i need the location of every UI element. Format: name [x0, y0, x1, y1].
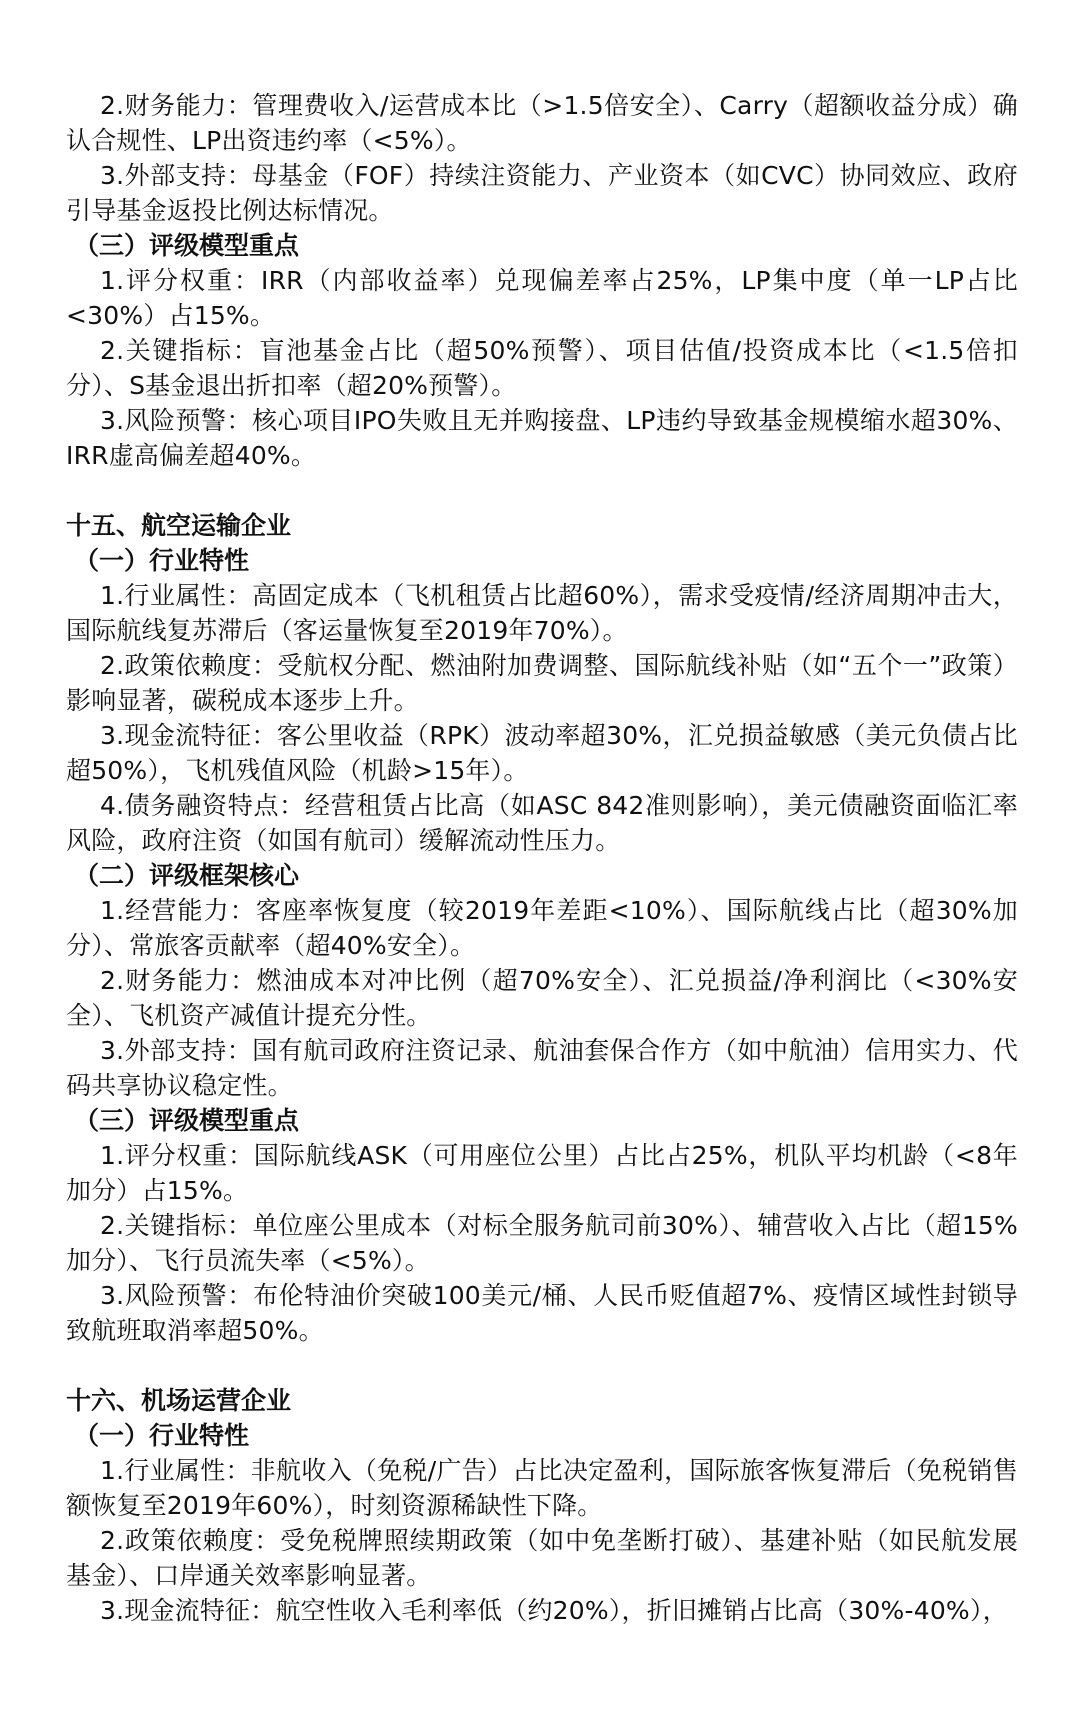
- paragraph: 3.风险预警：布伦特油价突破100美元/桶、人民币贬值超7%、疫情区域性封锁导致航班取消率超50%。: [66, 1281, 1018, 1345]
- section-title: 十五、航空运输企业: [66, 511, 292, 540]
- paragraph: 2.财务能力：燃油成本对冲比例（超70%安全）、汇兑损益/净利润比（<30%安全）、飞机资产减值计提充分性。: [66, 966, 1018, 1030]
- subsection-heading: （一）行业特性: [74, 546, 250, 575]
- paragraph: 2.政策依赖度：受航权分配、燃油附加费调整、国际航线补贴（如“五个一”政策）影响显著，碳税成本逐步上升。: [66, 651, 1018, 715]
- document-body: [66, 88, 1018, 1628]
- subsection-heading: （三）评级模型重点: [74, 231, 300, 260]
- blank-line: [66, 473, 1018, 508]
- paragraph: 3.外部支持：母基金（FOF）持续注资能力、产业资本（如CVC）协同效应、政府引导基金返投比例达标情况。: [66, 161, 1018, 225]
- paragraph: 2.关键指标：盲池基金占比（超50%预警）、项目估值/投资成本比（<1.5倍扣分）、S基金退出折扣率（超20%预警）。: [66, 336, 1018, 400]
- section-title: 十六、机场运营企业: [66, 1386, 292, 1415]
- paragraph: 3.外部支持：国有航司政府注资记录、航油套保合作方（如中航油）信用实力、代码共享协议稳定性。: [66, 1036, 1018, 1100]
- paragraph: 2.关键指标：单位座公里成本（对标全服务航司前30%）、辅营收入占比（超15%加分）、飞行员流失率（<5%）。: [66, 1211, 1018, 1275]
- paragraph: 3.现金流特征：客公里收益（RPK）波动率超30%，汇兑损益敏感（美元负债占比超50%），飞机残值风险（机龄>15年）。: [66, 721, 1018, 785]
- paragraph: 1.行业属性：非航收入（免税/广告）占比决定盈利，国际旅客恢复滞后（免税销售额恢复至2019年60%），时刻资源稀缺性下降。: [66, 1456, 1018, 1520]
- paragraph: 4.债务融资特点：经营租赁占比高（如ASC 842准则影响），美元债融资面临汇率风险，政府注资（如国有航司）缓解流动性压力。: [66, 791, 1018, 855]
- subsection-heading: （二）评级框架核心: [74, 861, 300, 890]
- subsection-heading: （三）评级模型重点: [74, 1106, 300, 1135]
- blank-line: [66, 1348, 1018, 1383]
- paragraph: 3.现金流特征：航空性收入毛利率低（约20%），折旧摊销占比高（30%-40%），: [100, 1596, 1008, 1625]
- paragraph: 3.风险预警：核心项目IPO失败且无并购接盘、LP违约导致基金规模缩水超30%、IRR虚高偏差超40%。: [66, 406, 1018, 470]
- paragraph: 1.行业属性：高固定成本（飞机租赁占比超60%），需求受疫情/经济周期冲击大，国际航线复苏滞后（客运量恢复至2019年70%）。: [66, 581, 1018, 645]
- paragraph: 2.财务能力：管理费收入/运营成本比（>1.5倍安全）、Carry（超额收益分成）确认合规性、LP出资违约率（<5%）。: [66, 91, 1018, 155]
- paragraph: 1.经营能力：客座率恢复度（较2019年差距<10%）、国际航线占比（超30%加分）、常旅客贡献率（超40%安全）。: [66, 896, 1018, 960]
- subsection-heading: （一）行业特性: [74, 1421, 250, 1450]
- paragraph: 2.政策依赖度：受免税牌照续期政策（如中免垄断打破）、基建补贴（如民航发展基金）、口岸通关效率影响显著。: [66, 1526, 1018, 1590]
- paragraph: 1.评分权重：国际航线ASK（可用座位公里）占比占25%，机队平均机龄（<8年加分）占15%。: [66, 1141, 1018, 1205]
- paragraph: 1.评分权重：IRR（内部收益率）兑现偏差率占25%，LP集中度（单一LP占比<30%）占15%。: [66, 266, 1018, 330]
